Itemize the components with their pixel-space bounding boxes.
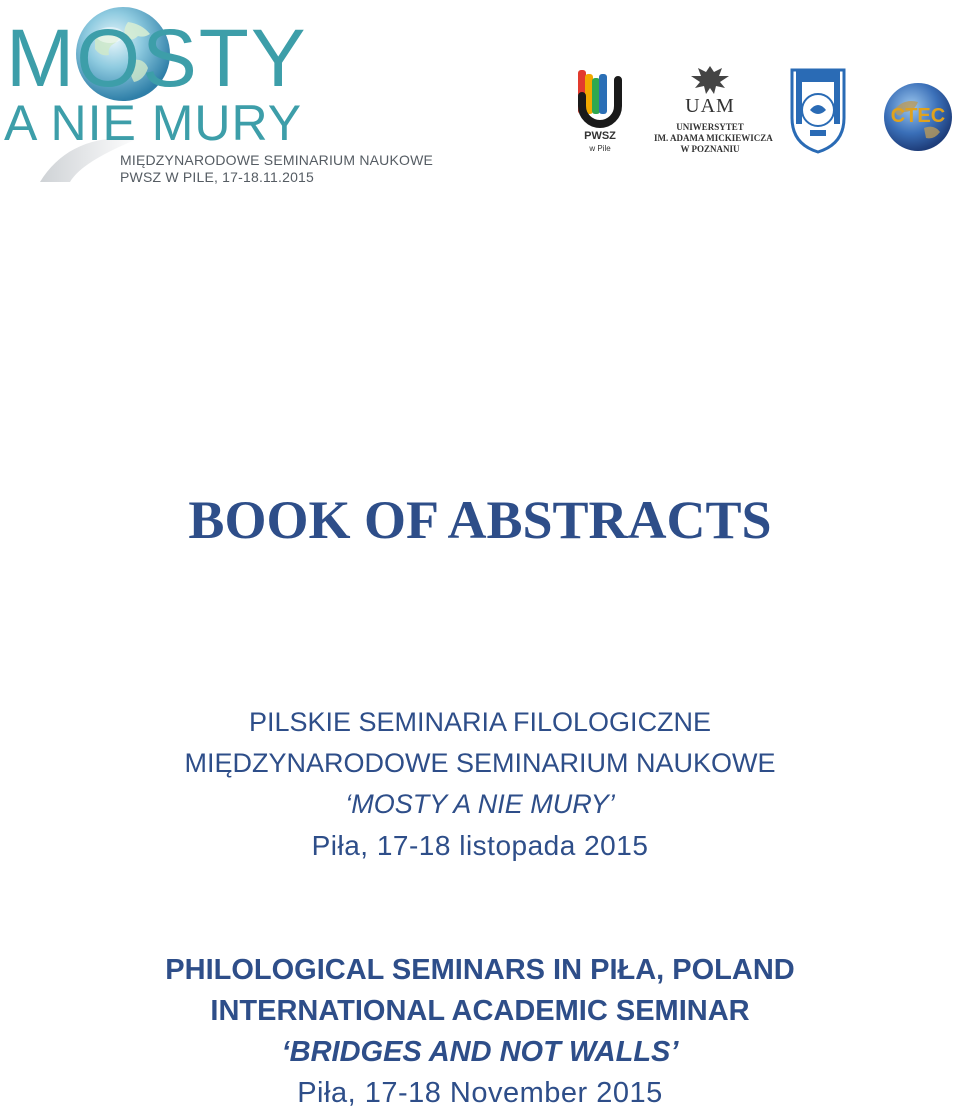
uam-name-line3: W POZNANIU <box>680 144 740 154</box>
english-seminar-type: INTERNATIONAL ACADEMIC SEMINAR <box>210 995 750 1027</box>
pwsz-label: PWSZ <box>584 130 616 142</box>
logo-subtitle-place-date: PWSZ W PILE, 17-18.11.2015 <box>120 169 315 185</box>
pwsz-sublabel: w Pile <box>589 144 611 153</box>
uab-logo <box>788 64 848 156</box>
english-heading-block <box>0 950 960 1114</box>
polish-seminar-type: MIĘDZYNARODOWE SEMINARIUM NAUKOWE <box>184 748 776 778</box>
document-title: BOOK OF ABSTRACTS <box>188 490 772 550</box>
uam-name-line2: IM. ADAMA MICKIEWICZA <box>654 133 773 143</box>
uam-name-line1: UNIWERSYTET <box>676 122 744 132</box>
english-series-name: PHILOLOGICAL SEMINARS IN PIŁA, POLAND <box>165 954 795 986</box>
pwsz-logo <box>572 66 628 156</box>
logo-subtitle-seminar: MIĘDZYNARODOWE SEMINARIUM NAUKOWE <box>120 152 434 168</box>
uam-logo <box>654 64 773 156</box>
ctec-label: CTEC <box>890 105 946 127</box>
logo-word-a-nie-mury: A NIE MURY <box>4 95 303 151</box>
polish-series-name: PILSKIE SEMINARIA FILOLOGICZNE <box>248 707 712 737</box>
uam-eagle-logo <box>654 64 766 96</box>
english-seminar-title: ‘BRIDGES AND NOT WALLS’ <box>281 1036 679 1068</box>
polish-seminar-title: ‘MOSTY A NIE MURY’ <box>345 789 615 819</box>
polish-place-date: Piła, 17-18 listopada 2015 <box>311 830 649 861</box>
uam-mark: UAM <box>685 95 735 117</box>
conference-logo <box>0 0 434 190</box>
english-place-date: Piła, 17-18 November 2015 <box>297 1077 663 1109</box>
polish-heading-block <box>0 702 960 866</box>
ctec-logo <box>880 80 956 154</box>
logo-word-mosty: MOSTY <box>6 13 308 104</box>
uab-shield-logo <box>788 64 848 156</box>
pwsz-logo-icon <box>572 66 628 128</box>
